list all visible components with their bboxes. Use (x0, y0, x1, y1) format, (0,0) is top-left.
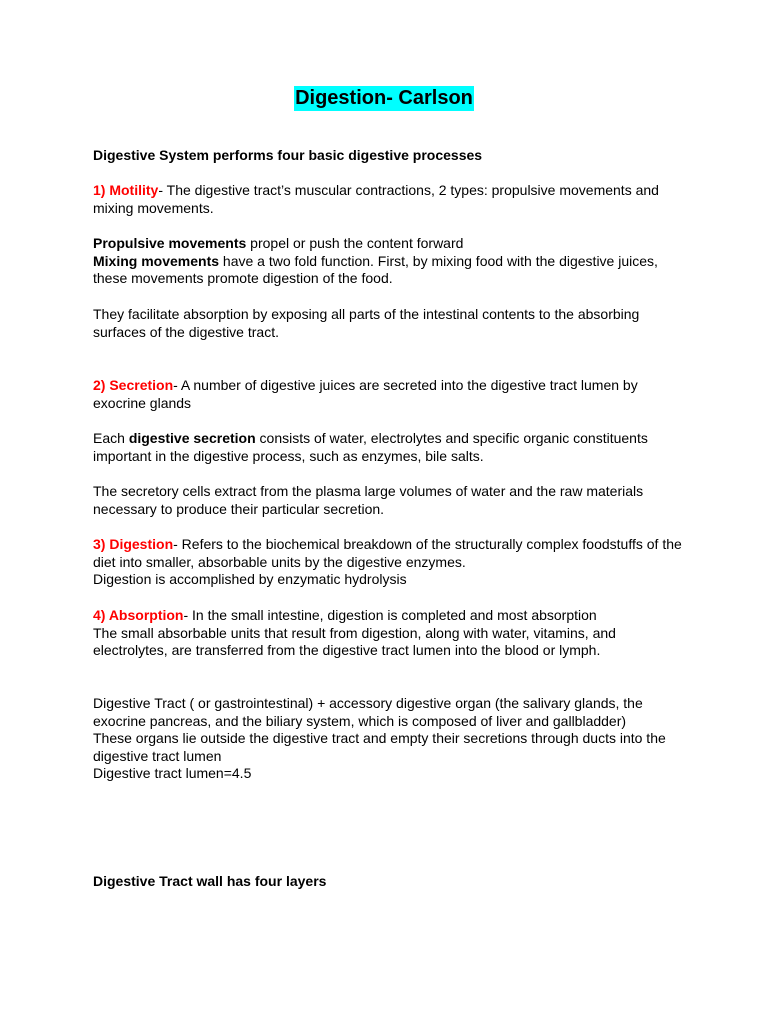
absorption-label: 4) Absorption (93, 607, 184, 623)
absorption-facilitation-text: They facilitate absorption by exposing all parts of the intestinal contents to the absorbing surfaces of the digestive tract. (93, 306, 640, 340)
tract-line1: Digestive Tract ( or gastrointestinal) + accessory digestive organ (the salivary glands, the exocrine pancreas, and the biliary system, which is composed of liver and gallbladder) (93, 695, 643, 729)
secretion-paragraph (93, 377, 683, 412)
each-secretion-text: consists of water, electrolytes and specific organic constituents important in the digestive process, such as enzymes, bile salts. (93, 430, 648, 464)
mixing-term: Mixing movements (93, 252, 220, 269)
motility-text: - The digestive tract’s muscular contractions, 2 types: propulsive movements and mixing movements. (93, 182, 659, 216)
secretory-cells-paragraph (93, 483, 683, 518)
absorption-text: - In the small intestine, digestion is completed and most absorption (183, 607, 597, 623)
motility-paragraph (93, 182, 683, 217)
propulsive-text: propel or push the content forward (246, 235, 464, 251)
absorption-line2: The small absorbable units that result from digestion, along with water, vitamins, and electrolytes, are transferred from the digestive tract lumen into the blood or lymph. (93, 624, 616, 659)
digestion-label: 3) Digestion (93, 536, 174, 552)
wall-heading-block (93, 873, 683, 891)
secretion-text: - A number of digestive juices are secreted into the digestive tract lumen by exocrine glands (93, 377, 638, 411)
motility-label: 1) Motility (93, 182, 159, 198)
secretory-cells-text: The secretory cells extract from the plasma large volumes of water and the raw materials necessary to produce their particular secretion. (93, 483, 644, 517)
digestion-text: - Refers to the biochemical breakdown of the structurally complex foodstuffs of the diet into smaller, absorbable units by the digestive enzymes. (93, 536, 682, 570)
intro-heading: Digestive System performs four basic digestive processes (93, 147, 483, 163)
title-row (0, 86, 768, 111)
each-secretion-paragraph (93, 430, 683, 465)
propulsive-term: Propulsive movements (93, 235, 247, 251)
absorption-paragraph (93, 607, 683, 660)
intro-heading-block (93, 147, 683, 165)
tract-line3: Digestive tract lumen=4.5 (93, 765, 252, 782)
absorption-facilitation-paragraph (93, 306, 683, 341)
digestion-line2: Digestion is accomplished by enzymatic hydrolysis (93, 571, 407, 588)
each-secretion-prefix: Each (93, 430, 129, 446)
tract-line2: These organs lie outside the digestive tract and empty their secretions through ducts into the digestive tract lumen (93, 730, 666, 764)
wall-heading: Digestive Tract wall has four layers (93, 873, 327, 889)
each-secretion-term: digestive secretion (128, 430, 256, 446)
mixing-text: have a two fold function. First, by mixing food with the digestive juices, these movements promote digestion of the food. (93, 252, 658, 287)
page-title: Digestion- Carlson (295, 87, 473, 109)
movements-paragraph (93, 235, 683, 288)
digestion-paragraph (93, 536, 683, 589)
tract-paragraph (93, 695, 683, 783)
secretion-label: 2) Secretion (93, 377, 174, 393)
